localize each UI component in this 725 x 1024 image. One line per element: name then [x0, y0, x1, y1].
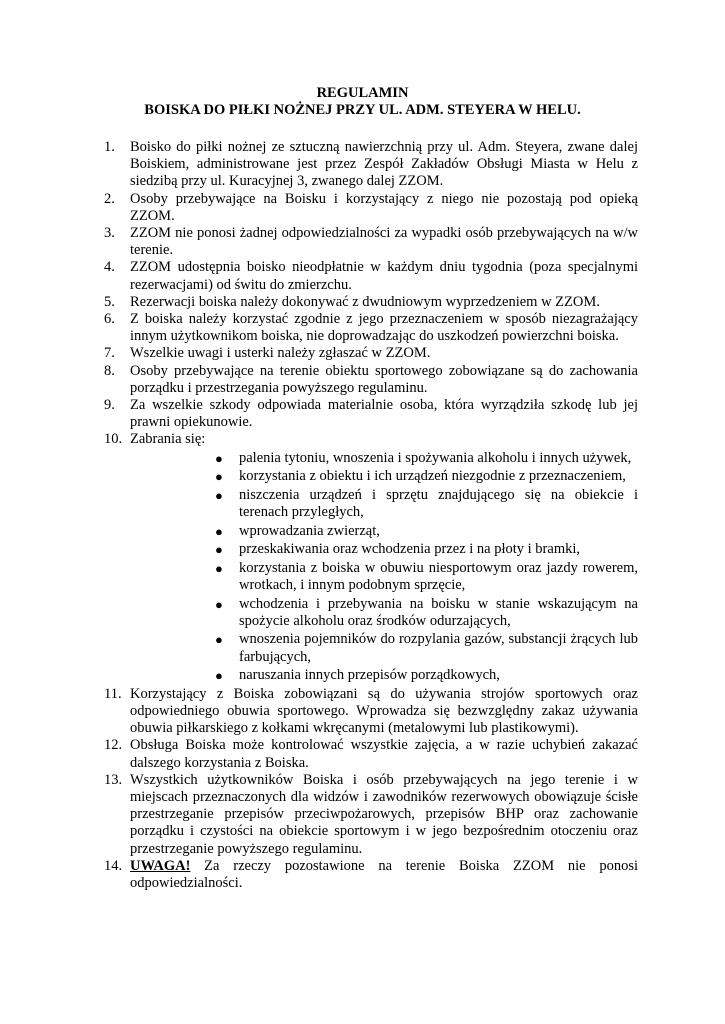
warning-text: Za rzeczy pozostawione na terenie Boiska ZZOM nie ponosi odpowiedzialności. — [130, 857, 638, 892]
rule-text: Za wszelkie szkody odpowiada materialnie osoba, która wyrządziła szkodę lub jej prawni opiekunowie. — [130, 397, 638, 431]
rule-number: 6. — [104, 311, 115, 328]
bullet-icon: ● — [215, 542, 223, 558]
rule-number: 12. — [104, 737, 123, 754]
rule-number: 4. — [104, 259, 115, 276]
rule-text: ZZOM udostępnia boisko nieodpłatnie w każdym dniu tygodnia (poza specjalnymi rezerwacjami) od świtu do zmierzchu. — [130, 259, 638, 293]
warning-label: UWAGA! — [130, 857, 191, 874]
prohibition-text: wchodzenia i przebywania na boisku w stanie wskazującym na spożycie alkoholu oraz środków odurzających, — [239, 595, 638, 629]
rule-text: Osoby przebywające na Boisku i korzystający z niego nie pozostają pod opieką ZZOM. — [130, 190, 638, 224]
prohibitions-list — [215, 450, 638, 685]
rule-text: Boisko do piłki nożnej ze sztuczną nawierzchnią przy ul. Adm. Steyera, zwane dalej Boiskiem, administrowane jest przez Zespół Zakładów Obsługi Miasta w Helu z siedzibą przy ul. Kuracyjnej 3, zwanego dalej ZZOM. — [130, 139, 638, 190]
rule-item — [0, 363, 725, 397]
rule-number: 2. — [104, 190, 115, 207]
bullet-icon: ● — [215, 487, 223, 503]
rule-text: Z boiska należy korzystać zgodnie z jego przeznaczeniem w sposób niezagrażający innym użytkownikom boiska, nie doprowadzając do uszkodzeń powierzchni boiska. — [130, 311, 638, 345]
rule-text: Obsługa Boiska może kontrolować wszystkie zajęcia, a w razie uchybień zakazać dalszego korzystania z Boiska. — [130, 737, 638, 771]
rule-number: 9. — [104, 397, 115, 414]
rule-item — [0, 259, 725, 293]
rule-item — [0, 345, 725, 362]
rule-text: ZZOM nie ponosi żadnej odpowiedzialności za wypadki osób przebywających na w/w terenie. — [130, 225, 638, 259]
rule-item — [0, 139, 725, 191]
prohibition-item — [215, 667, 638, 684]
rules-list — [0, 139, 725, 892]
document-title: REGULAMIN — [316, 85, 409, 101]
rule-item — [0, 294, 725, 311]
prohibition-item — [215, 487, 638, 521]
rule-item — [0, 191, 725, 225]
rule-text: Osoby przebywające na terenie obiektu sportowego zobowiązane są do zachowania porządku i przestrzegania powyższego regulaminu. — [130, 362, 638, 396]
rule-item — [0, 397, 725, 431]
rule-number: 11. — [104, 685, 122, 702]
rule-number: 3. — [104, 225, 115, 242]
rule-text — [130, 858, 638, 892]
rule-text: Korzystający z Boiska zobowiązani są do używania strojów sportowych oraz odpowiedniego obuwia sportowego. Wprowadza się bezwzględny zakaz używania obuwia piłkarskiego z kołkami wkręcanymi (metalowymi lub plastikowymi). — [130, 685, 638, 737]
rule-item — [0, 858, 725, 892]
rule-text: Wszelkie uwagi i usterki należy zgłaszać w ZZOM. — [130, 345, 431, 362]
rule-item-prohibitions — [0, 431, 725, 684]
prohibition-item — [215, 560, 638, 594]
rule-number: 14. — [104, 857, 123, 874]
prohibition-text: korzystania z obiektu i ich urządzeń niezgodnie z przeznaczeniem, — [239, 468, 626, 485]
bullet-icon: ● — [215, 668, 223, 684]
rule-item — [0, 311, 725, 345]
rule-item — [0, 686, 725, 738]
document-subtitle: BOISKA DO PIŁKI NOŻNEJ PRZY UL. ADM. STEYERA W HELU. — [144, 102, 581, 118]
bullet-icon: ● — [215, 450, 223, 466]
rule-item — [0, 772, 725, 858]
rule-text: Wszystkich użytkowników Boiska i osób przebywających na jego terenie i w miejscach przeznaczonych dla widzów i zawodników rezerwowych obowiązuje ścisłe przestrzeganie przepisów przeciwpożarowych, przepisów BHP oraz zachowanie porządku i czystości na obiekcie sportowym i w jego bezpośrednim otoczeniu oraz przestrzeganie powyższego regulaminu. — [130, 771, 638, 857]
rule-number: 7. — [104, 345, 115, 362]
prohibition-text: niszczenia urządzeń i sprzętu znajdującego się na obiekcie i terenach przyległych, — [239, 486, 638, 521]
prohibition-text: wprowadzania zwierząt, — [239, 522, 380, 539]
prohibition-text: korzystania z boiska w obuwiu niesportowym oraz jazdy rowerem, wrotkach, i innym podobnym sprzęcie, — [239, 559, 638, 594]
prohibition-item — [215, 523, 638, 540]
bullet-icon: ● — [215, 469, 223, 485]
rule-number: 5. — [104, 293, 115, 310]
prohibition-text: palenia tytoniu, wnoszenia i spożywania alkoholu i innych używek, — [239, 449, 632, 466]
rule-number: 1. — [104, 139, 115, 155]
prohibition-item — [215, 450, 638, 467]
bullet-icon: ● — [215, 560, 223, 576]
prohibition-text: naruszania innych przepisów porządkowych, — [239, 667, 500, 684]
prohibition-item — [215, 631, 638, 665]
prohibition-text: wnoszenia pojemników do rozpylania gazów, substancji żrących lub farbujących, — [239, 631, 638, 665]
prohibition-item — [215, 596, 638, 630]
rule-text: Zabrania się: — [130, 431, 206, 448]
rule-text: Rezerwacji boiska należy dokonywać z dwudniowym wyprzedzeniem w ZZOM. — [130, 293, 600, 310]
rule-number: 10. — [104, 431, 123, 448]
bullet-icon: ● — [215, 523, 223, 539]
rule-number: 13. — [104, 771, 123, 788]
prohibition-text: przeskakiwania oraz wchodzenia przez i na płoty i bramki, — [239, 541, 581, 558]
bullet-icon: ● — [215, 632, 223, 648]
prohibition-item — [215, 541, 638, 558]
prohibition-item — [215, 468, 638, 485]
rule-item — [0, 737, 725, 771]
rule-number: 8. — [104, 362, 115, 379]
bullet-icon: ● — [215, 596, 223, 612]
rule-item — [0, 225, 725, 259]
